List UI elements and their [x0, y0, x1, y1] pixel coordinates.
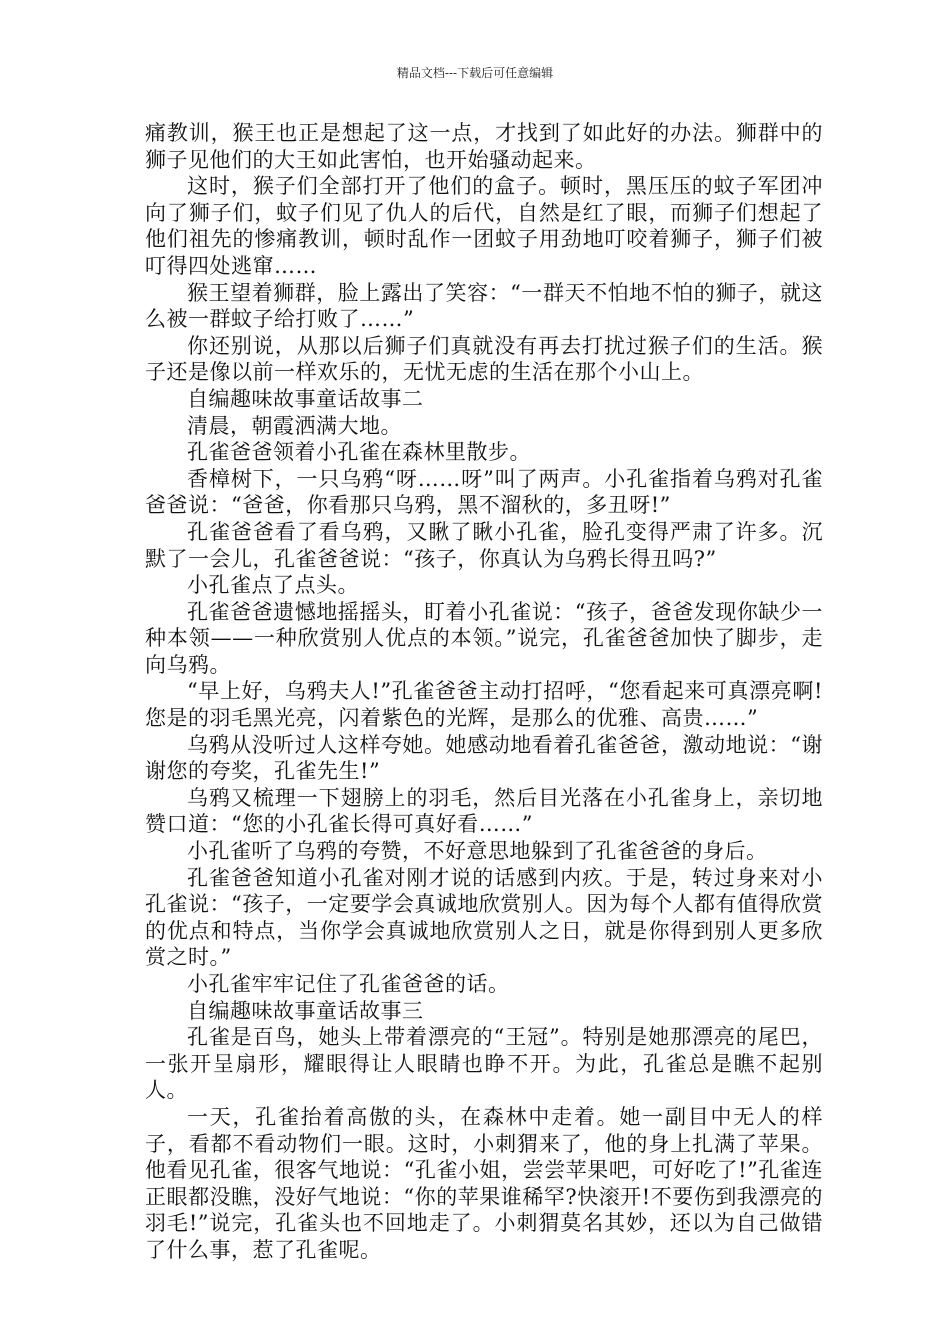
paragraph: 孔雀爸爸领着小孔雀在森林里散步。	[187, 440, 531, 465]
document-body	[145, 120, 823, 1264]
paragraph: 乌鸦从没听过人这样夸她。她感动地看着孔雀爸爸，激动地说：“谢谢您的夸奖，孔雀先生!”	[145, 732, 823, 784]
paragraph: 小孔雀听了乌鸦的夸赞，不好意思地躲到了孔雀爸爸的身后。	[187, 839, 768, 864]
paragraph: 清晨，朝霞洒满大地。	[187, 413, 402, 438]
paragraph: 孔雀爸爸看了看乌鸦，又瞅了瞅小孔雀，脸孔变得严肃了许多。沉默了一会儿，孔雀爸爸说：“孩子，你真认为乌鸦长得丑吗?”	[145, 519, 823, 571]
paragraph: 乌鸦又梳理一下翅膀上的羽毛，然后目光落在小孔雀身上，亲切地赞口道：“您的小孔雀长得可真好看……”	[145, 785, 823, 837]
paragraph: 小孔雀牢牢记住了孔雀爸爸的话。	[187, 972, 510, 996]
paragraph: 孔雀爸爸知道小孔雀对刚才说的话感到内疚。于是，转过身来对小孔雀说：“孩子，一定要学会真诚地欣赏别人。因为每个人都有值得欣赏的优点和特点，当你学会真诚地欣赏别人之日，就是你得到别人更多欣赏之时。”	[145, 865, 823, 970]
paragraph: 你还别说，从那以后狮子们真就没有再去打扰过猴子们的生活。猴子还是像以前一样欢乐的，无忧无虑的生活在那个小山上。	[145, 333, 823, 385]
paragraph: 一天，孔雀抬着高傲的头，在森林中走着。她一副目中无人的样子，看都不看动物们一眼。这时，小刺猬来了，他的身上扎满了苹果。他看见孔雀，很客气地说：“孔雀小姐，尝尝苹果吧，可好吃了!”孔雀连正眼都没瞧，没好气地说：“你的苹果谁稀罕?快滚开!不要伤到我漂亮的羽毛!”说完，孔雀头也不回地走了。小刺猬莫名其妙，还以为自己做错了什么事，惹了孔雀呢。	[145, 1104, 823, 1262]
paragraph: 孔雀爸爸遗憾地摇摇头，盯着小孔雀说：“孩子，爸爸发现你缺少一种本领——一种欣赏别人优点的本领。”说完，孔雀爸爸加快了脚步，走向乌鸦。	[145, 599, 823, 677]
paragraph: “早上好，乌鸦夫人!”孔雀爸爸主动打招呼，“您看起来可真漂亮啊!您是的羽毛黑光亮，闪着紫色的光辉，是那么的优雅、高贵……”	[145, 679, 823, 731]
paragraph: 香樟树下，一只乌鸦“呀……呀”叫了两声。小孔雀指着乌鸦对孔雀爸爸说：“爸爸，你看那只乌鸦，黑不溜秋的，多丑呀!”	[145, 466, 823, 518]
page-header: 精品文档---下载后可任意编辑	[396, 66, 554, 80]
paragraph: 孔雀是百鸟，她头上带着漂亮的“王冠”。特别是她那漂亮的尾巴，一张开呈扇形，耀眼得让人眼睛也睁不开。为此，孔雀总是瞧不起别人。	[145, 1025, 823, 1103]
paragraph: 这时，猴子们全部打开了他们的盒子。顿时，黑压压的蚊子军团冲向了狮子们，蚊子们见了仇人的后代，自然是红了眼，而狮子们想起了他们祖先的惨痛教训，顿时乱作一团蚊子用劲地叮咬着狮子，狮子们被叮得四处逃窜……	[145, 174, 823, 278]
section-heading: 自编趣味故事童话故事三	[187, 998, 424, 1023]
paragraph: 痛教训，猴王也正是想起了这一点，才找到了如此好的办法。狮群中的狮子见他们的大王如此害怕，也开始骚动起来。	[145, 121, 823, 172]
paragraph: 猴王望着狮群，脸上露出了笑容：“一群天不怕地不怕的狮子，就这么被一群蚊子给打败了……”	[145, 280, 823, 332]
section-heading: 自编趣味故事童话故事二	[187, 386, 424, 411]
paragraph: 小孔雀点了点头。	[187, 573, 359, 598]
